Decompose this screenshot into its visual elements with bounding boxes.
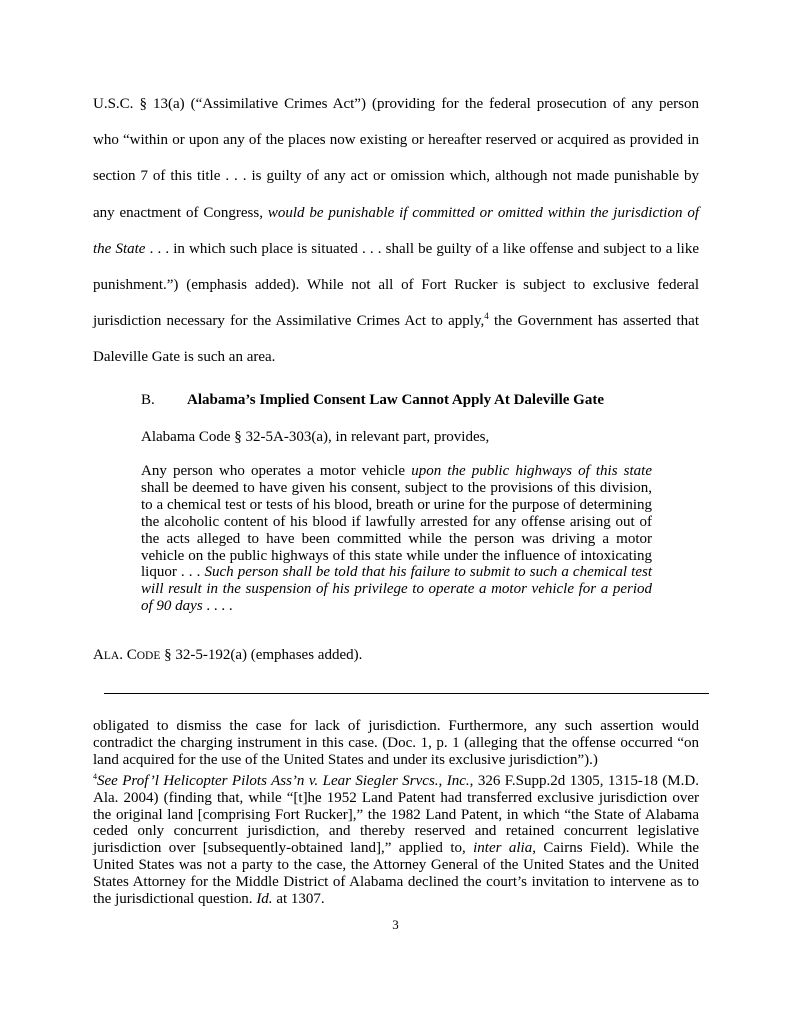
footnote-mark: 4 [93, 772, 97, 781]
body-paragraph-code-intro: Alabama Code § 32-5A-303(a), in relevant part, provides, [141, 429, 490, 445]
quote-text: . . . . [202, 598, 233, 615]
citation-smallcaps: LA [103, 650, 120, 662]
paragraph-emphasis: would be punishable if committed or omitted within the jurisdiction of the State [93, 204, 699, 257]
paragraph-text: the Government has asserted that Daleville Gate is such an area. [93, 313, 699, 366]
section-title: Alabama’s Implied Consent Law Cannot Apply At Daleville Gate [187, 392, 604, 408]
paragraph-text: . . . in which such place is situated . . . shall be guilty of a like offense and subject to a like punishment.”) (emphasis added). While not all of Fort Rucker is subject to exclusive federal jurisdiction necessary for the Assimilative Crimes Act to apply, [93, 240, 700, 330]
section-heading [141, 388, 701, 412]
quote-text: shall be deemed to have given his consent, subject to the provisions of this division, to a chemical test or tests of his blood, breath or urine for the purpose of determining the alcoholic content of his blood if lawfully arrested for any offense arising out of the acts alleged to have been committed while the person was driving a motor vehicle on the public highways of this state while under the influence of intoxicating liquor . . . [141, 479, 652, 581]
footnote-continued: obligated to dismiss the case for lack of jurisdiction. Furthermore, any such assertion would contradict the charging instrument in this case. (Doc. 1, p. 1 (alleging that the offense occurred “on land acquired for the use of the United States and under its exclusive jurisdiction”).) [93, 718, 699, 768]
section-number: B. [141, 392, 155, 408]
footnote-text: , 326 F.Supp.2d 1305, 1315-18 (M.D. Ala. 2004) (finding that, while “[t]he 1952 Land Patent had transferred exclusive jurisdiction over the original land [comprising Fort Rucker],” the 1982 Land Patent, in which “the State of Alabama ceded only concurrent jurisdiction, and thereby reserved and retained concurrent legislative jurisdiction over [subsequently-obtained land],” applied to, [93, 773, 699, 857]
page-number: 3 [392, 917, 399, 932]
citation-smallcaps: C [126, 647, 137, 663]
footnote-case-name: See Prof’l Helicopter Pilots Ass’n v. Lear Siegler Srvcs., Inc. [97, 773, 470, 789]
quote-emphasis: Such person shall be told that his failure to submit to such a chemical test will result in the suspension of his privilege to operate a motor vehicle for a period of 90 days [141, 564, 652, 615]
quote-text: Any person who operates a motor vehicle [141, 463, 412, 479]
footnote-emphasis: Id. [256, 890, 273, 907]
footnote-emphasis: inter alia [473, 840, 533, 857]
citation [93, 645, 693, 666]
footnote-4 [93, 773, 699, 907]
citation-smallcaps: A [93, 647, 104, 663]
citation-text: . [119, 647, 127, 663]
footnote-reference: 4 [484, 311, 489, 322]
paragraph-text: U.S.C. § 13(a) (“Assimilative Crimes Act”) (providing for the federal prosecution of any person who “within or upon any of the places now existing or hereafter reserved or acquired as provided in section 7 of this title . . . is guilty of any act or omission which, although not made punishable by any enactment of Congress, [93, 96, 699, 221]
footnote-separator [104, 693, 709, 694]
quote-emphasis: upon the public highways of this state [411, 463, 652, 479]
citation-text: § 32-5-192(a) (emphases added). [160, 647, 363, 663]
citation-smallcaps: ODE [136, 650, 161, 662]
footnote-text: at 1307. [272, 890, 325, 907]
block-quote [141, 463, 652, 615]
body-paragraph-assimilative-crimes [93, 86, 699, 376]
footnote-text: , Cairns Field). While the United States was not a party to the case, the Attorney General of the United States and the United States Attorney for the Middle District of Alabama declined the court’s invitation to intervene as to the jurisdictional question. [93, 840, 700, 907]
